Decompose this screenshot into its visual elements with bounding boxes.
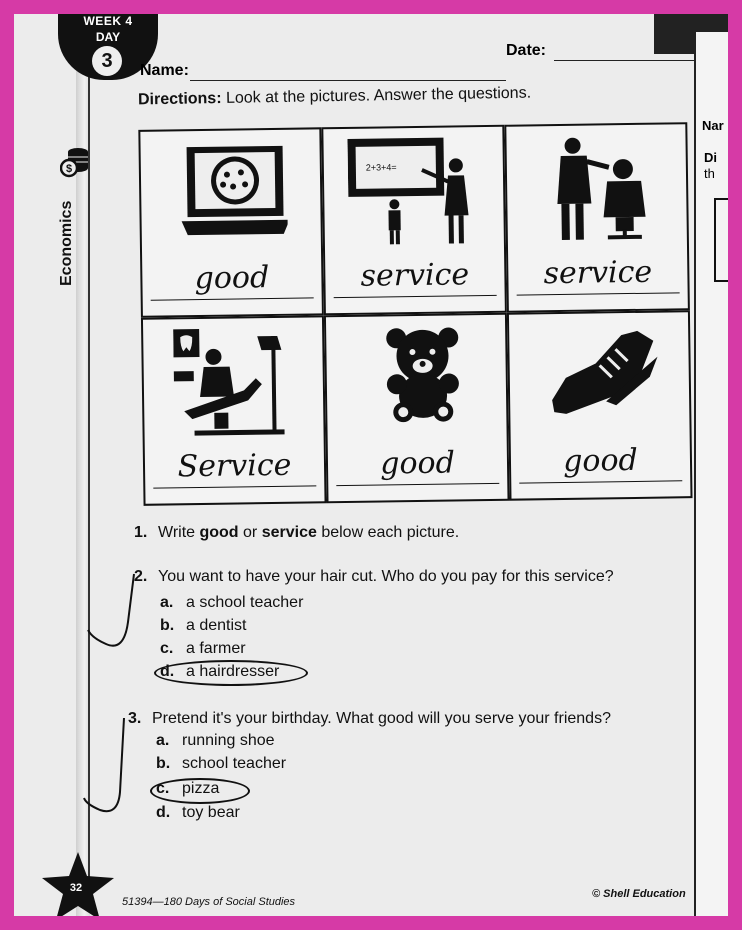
question-2 — [134, 568, 614, 586]
facing-box — [714, 198, 728, 282]
question-text: or — [238, 524, 262, 541]
question-text: Pretend it's your birthday. What good will you serve your friends? — [152, 710, 611, 727]
option-2b[interactable] — [160, 617, 246, 635]
question-number: 2. — [134, 568, 148, 585]
option-text: a dentist — [186, 617, 247, 634]
date-field[interactable] — [554, 60, 694, 61]
option-text: toy bear — [182, 804, 240, 821]
option-text: pizza — [182, 780, 220, 797]
question-number: 3. — [128, 710, 142, 727]
answer-handwriting: good — [150, 257, 314, 300]
teacher-icon — [347, 135, 469, 247]
day-number: 3 — [92, 46, 122, 76]
svg-text:$: $ — [65, 163, 73, 175]
picture-cell-dentist — [141, 315, 327, 506]
answer-circle — [154, 660, 308, 686]
subject-label: Economics — [58, 200, 75, 286]
answer-handwriting: good — [336, 443, 500, 486]
option-text: a farmer — [186, 640, 246, 657]
answer-circle — [150, 778, 250, 804]
day-label: DAY — [95, 30, 121, 44]
facing-directions-fragment: Di — [704, 150, 717, 165]
option-3b[interactable] — [156, 755, 286, 773]
option-text: a school teacher — [186, 594, 304, 611]
name-field[interactable] — [190, 80, 506, 81]
option-2c[interactable] — [160, 640, 246, 658]
option-2a[interactable] — [160, 594, 303, 612]
hairdresser-icon — [542, 133, 654, 245]
publisher: © Shell Education — [592, 888, 686, 900]
name-label: Name: — [140, 62, 189, 79]
teddy-bear-icon — [372, 323, 473, 424]
question-text: You want to have your hair cut. Who do you pay for this service? — [158, 568, 614, 585]
option-letter: b. — [156, 755, 171, 772]
answer-handwriting: Service — [153, 445, 317, 488]
facing-text-fragment: th — [704, 166, 715, 181]
week-label: WEEK 4 — [83, 14, 133, 28]
picture-cell-teacher — [321, 125, 507, 316]
date-label: Date: — [506, 42, 547, 59]
page-number: 32 — [69, 882, 83, 894]
option-letter: a. — [156, 732, 170, 749]
question-1 — [134, 524, 459, 542]
question-text: Write — [158, 524, 200, 541]
option-3a[interactable] — [156, 732, 275, 750]
dentist-icon — [173, 326, 295, 438]
option-letter: c. — [160, 640, 174, 657]
picture-cell-shoe — [507, 310, 693, 501]
check-mark-icon — [84, 570, 144, 660]
option-letter: d. — [156, 804, 171, 821]
picture-cell-teddy — [324, 313, 510, 504]
option-letter: b. — [160, 617, 175, 634]
option-text: running shoe — [182, 732, 275, 749]
picture-cell-pizza — [138, 127, 324, 318]
answer-handwriting: service — [333, 255, 497, 298]
worksheet-page — [14, 14, 728, 916]
running-shoe-icon — [545, 321, 666, 423]
facing-name-fragment: Nar — [702, 118, 724, 133]
book-title: 51394—180 Days of Social Studies — [122, 896, 296, 908]
answer-handwriting: service — [516, 252, 680, 295]
picture-cell-hairdresser — [504, 122, 690, 313]
coins-icon — [60, 146, 90, 180]
option-text: a hairdresser — [186, 663, 280, 680]
option-letter: d. — [160, 663, 175, 680]
svg-text:2+3+4=: 2+3+4= — [365, 162, 397, 173]
answer-handwriting: good — [519, 440, 683, 483]
option-text: school teacher — [182, 755, 287, 772]
directions-label: Directions: — [137, 89, 222, 109]
question-number: 1. — [134, 524, 148, 541]
option-letter: c. — [156, 780, 170, 797]
pizza-icon — [176, 138, 287, 240]
option-3d[interactable] — [156, 804, 240, 822]
directions — [138, 85, 531, 110]
question-text: below each picture. — [316, 524, 460, 541]
check-mark-icon — [80, 714, 140, 824]
picture-grid — [138, 122, 693, 518]
directions-text: Look at the pictures. Answer the questions. — [225, 84, 532, 107]
option-letter: a. — [160, 594, 174, 611]
facing-page — [694, 32, 728, 916]
keyword-good: good — [199, 524, 239, 541]
question-3 — [128, 710, 611, 728]
keyword-service: service — [261, 524, 317, 541]
